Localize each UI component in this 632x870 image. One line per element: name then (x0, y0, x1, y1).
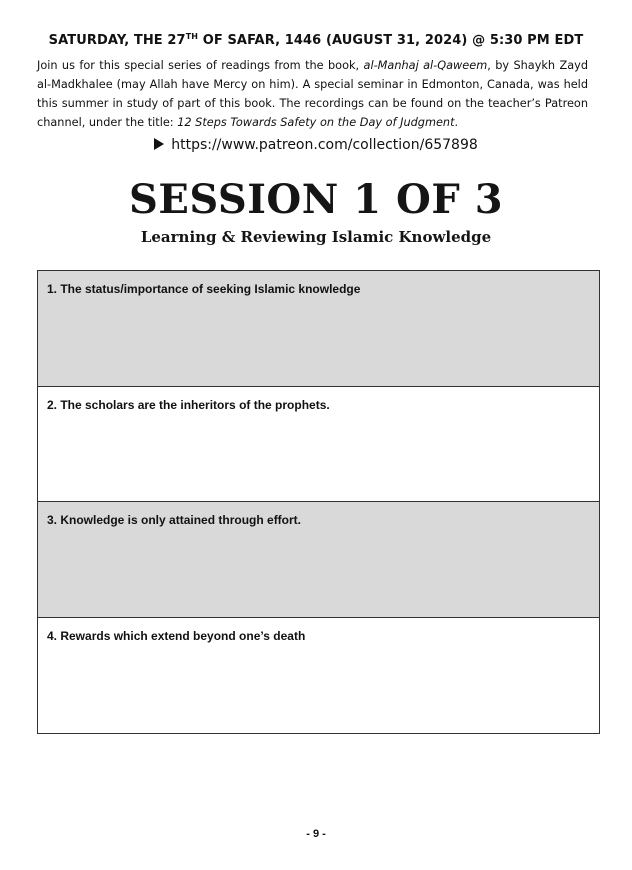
intro-text-3: . (454, 116, 459, 129)
channel-title: 12 Steps Towards Safety on the Day of Judgment (177, 116, 455, 129)
session-title: SESSION 1 OF 3 (128, 176, 504, 223)
note-row-2 (38, 387, 599, 503)
ordinal-suffix: TH (185, 32, 199, 41)
intro-text-2: , by Shaykh Zayd al-Madkhalee (may Allah have Mercy on him). A special seminar in Edmonton, Canada, was held this summer in study of part of this book. The recordings can be found on the teacher’s Patreon channel, under the title: (37, 59, 588, 129)
date-text: SATURDAY, THE 27 (48, 33, 186, 48)
page-number: - 9 - (306, 828, 326, 840)
event-date-heading (0, 32, 632, 48)
intro-paragraph (37, 56, 588, 132)
note-label: 4. Rewards which extend beyond one’s death (47, 628, 306, 643)
note-row-3 (38, 502, 599, 618)
intro-text-1: Join us for this special series of readings from the book, (37, 59, 364, 72)
note-label: 1. The status/importance of seeking Islamic knowledge (47, 282, 361, 296)
play-arrow-icon (154, 138, 164, 150)
note-label: 3. Knowledge is only attained through effort. (47, 513, 302, 527)
notes-table (37, 270, 600, 734)
session-subtitle: Learning & Reviewing Islamic Knowledge (140, 228, 492, 246)
book-title: al-Manhaj al-Qaweem (363, 59, 488, 72)
patreon-link[interactable]: https://www.patreon.com/collection/657898 (171, 137, 478, 153)
patreon-link-row (0, 137, 632, 153)
date-time-text: OF SAFAR, 1446 (AUGUST 31, 2024) @ 5:30 PM EDT (198, 33, 584, 48)
note-row-4 (38, 618, 599, 734)
note-label: 2. The scholars are the inheritors of the prophets. (47, 397, 330, 412)
note-row-1 (38, 271, 599, 387)
